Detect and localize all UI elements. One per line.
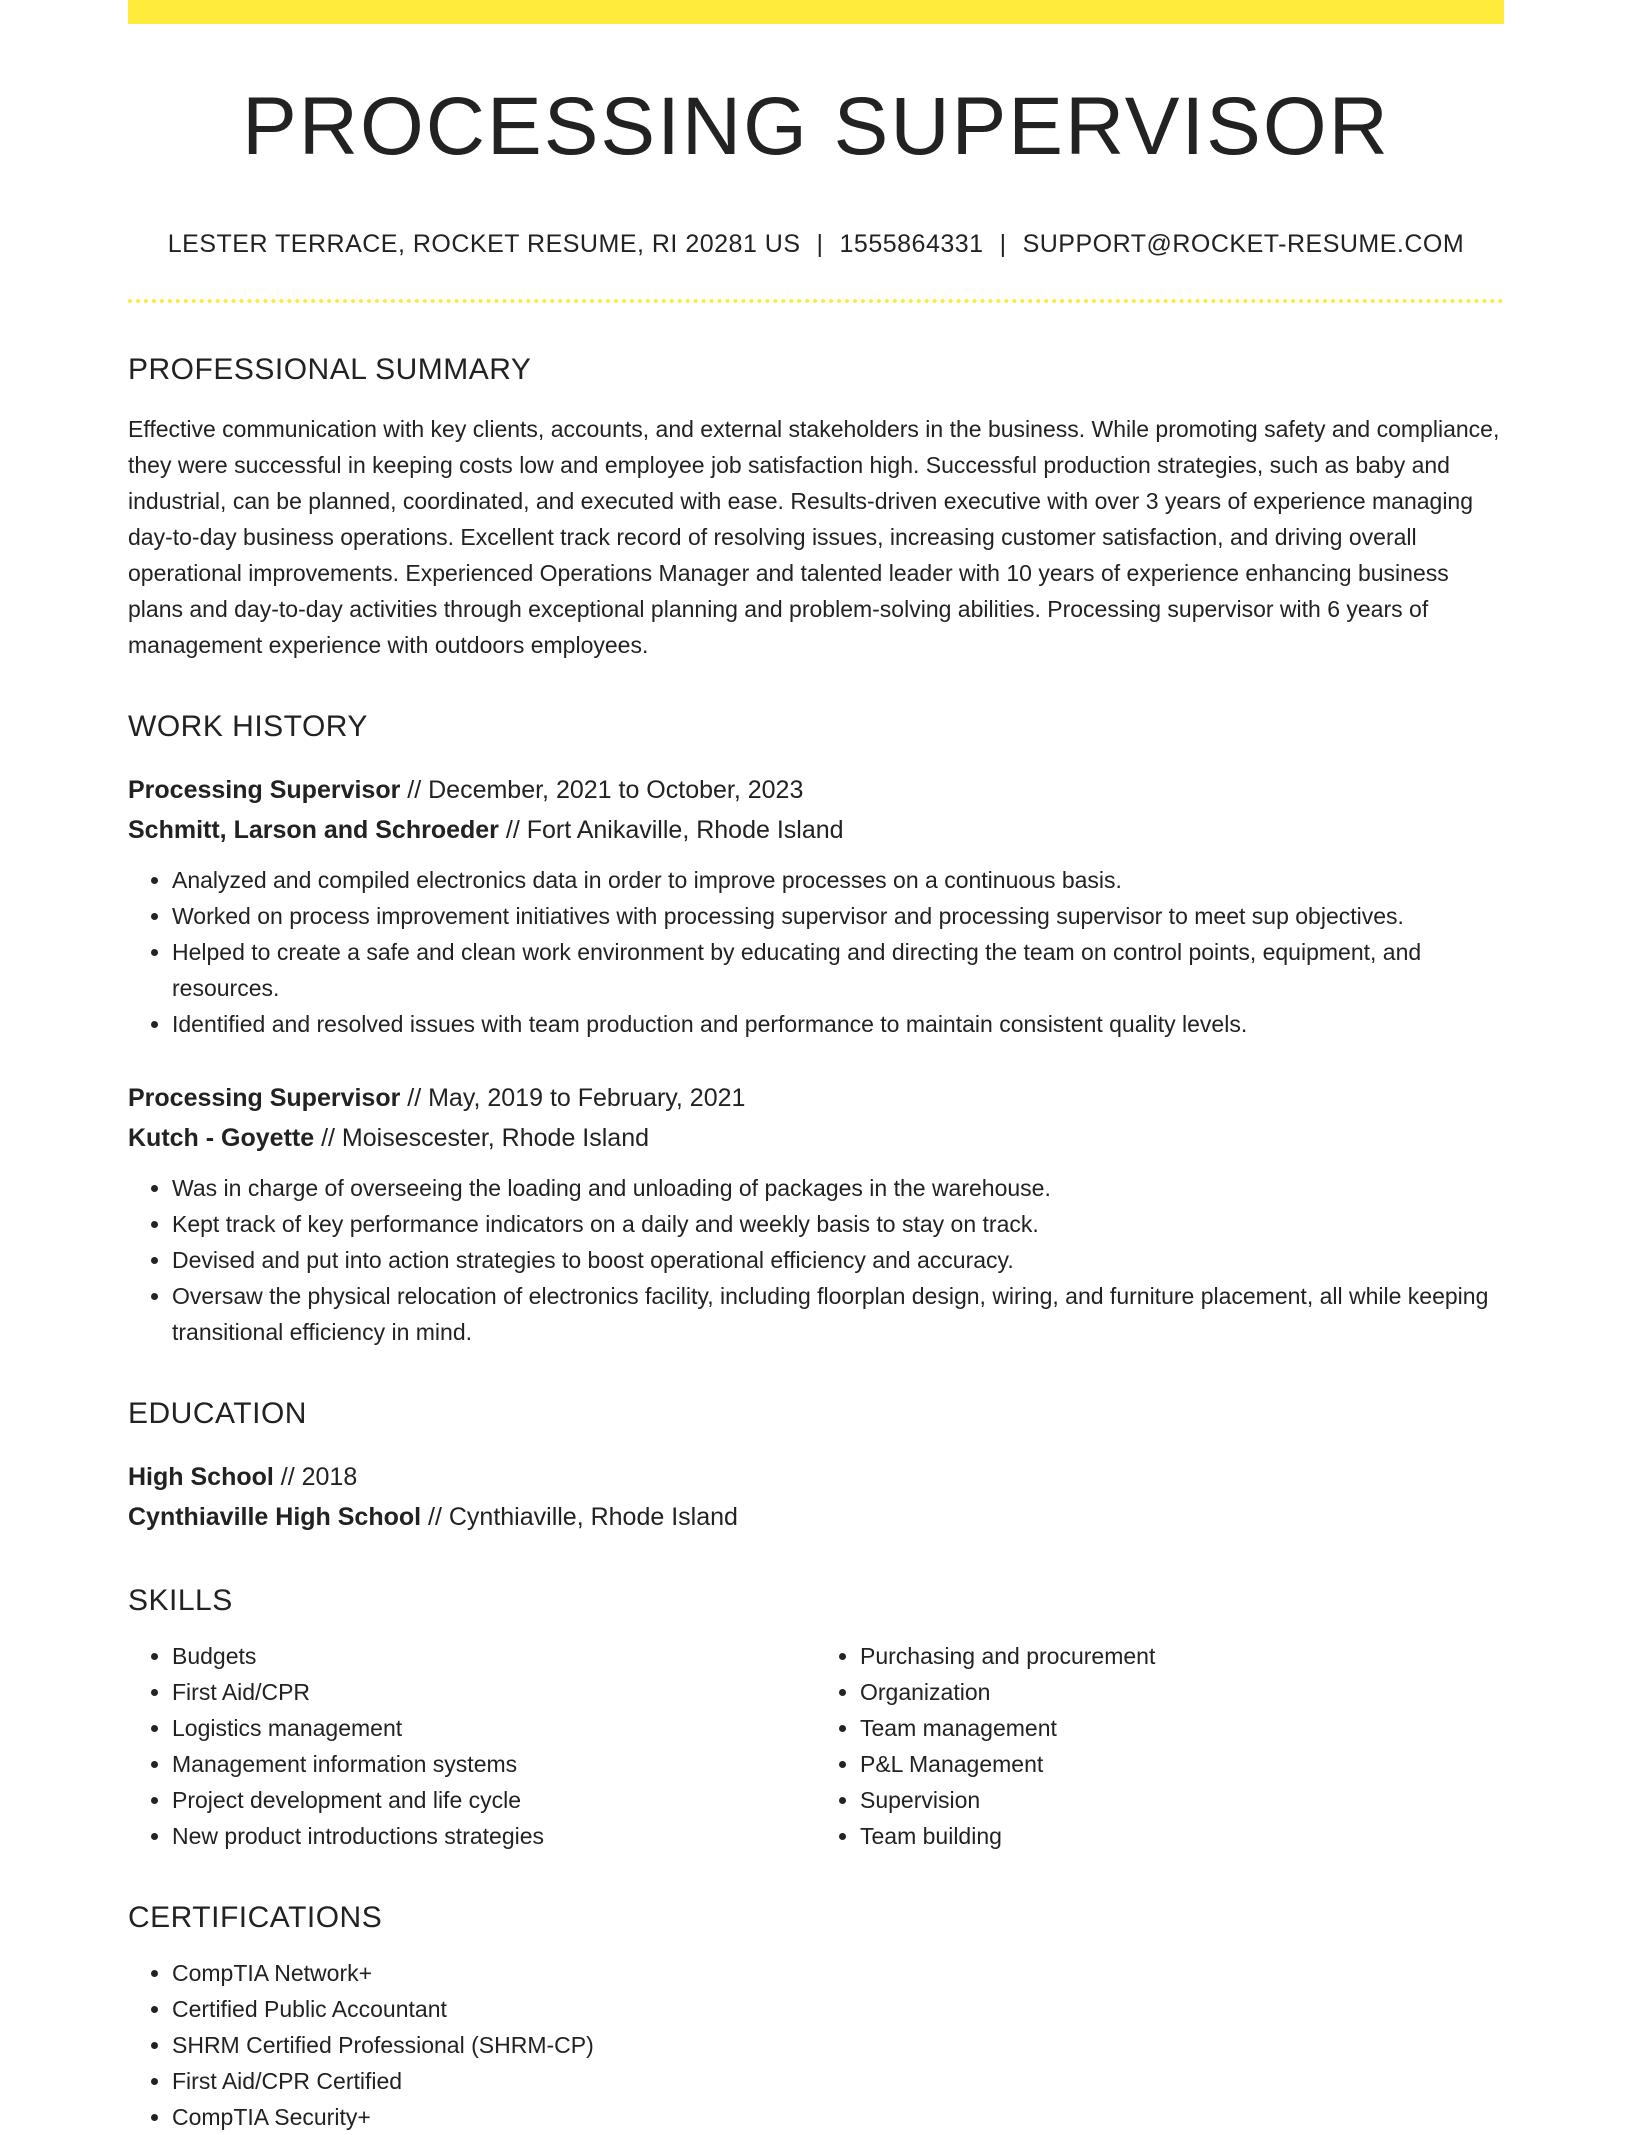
job-dates: // December, 2021 to October, 2023 xyxy=(400,776,804,805)
work-history-heading: WORK HISTORY xyxy=(128,710,368,744)
certification-item: • CompTIA Network+ xyxy=(172,1955,1504,1991)
skill-item: • First Aid/CPR xyxy=(172,1674,816,1710)
skills-list-left xyxy=(128,1638,816,1854)
skill-item: • Logistics management xyxy=(172,1710,816,1746)
job-bullet: • Identified and resolved issues with team production and performance to maintain consistent quality levels. xyxy=(172,1006,1504,1042)
job-location: // Fort Anikaville, Rhode Island xyxy=(498,816,844,845)
job-bullet: • Kept track of key performance indicators on a daily and weekly basis to stay on track. xyxy=(172,1206,1504,1242)
job-dates: // May, 2019 to February, 2021 xyxy=(400,1084,746,1113)
skill-item: • Team building xyxy=(860,1818,1504,1854)
education-section xyxy=(128,1397,1504,1537)
contact-phone: 1555864331 xyxy=(839,230,984,259)
education-degree-line xyxy=(128,1457,1504,1497)
job-bullet: • Analyzed and compiled electronics data in order to improve processes on a continuous basis. xyxy=(172,862,1504,898)
skill-item: • Project development and life cycle xyxy=(172,1782,816,1818)
skill-item: • Organization xyxy=(860,1674,1504,1710)
job-bullets xyxy=(128,862,1504,1042)
work-history-section xyxy=(128,710,1504,1350)
job-entry xyxy=(128,770,1504,1042)
certifications-section xyxy=(128,1901,1504,2135)
certification-item: • First Aid/CPR Certified xyxy=(172,2063,1504,2099)
certifications-heading: CERTIFICATIONS xyxy=(128,1901,383,1935)
job-company-line xyxy=(128,810,1504,850)
education-year: // 2018 xyxy=(273,1463,358,1492)
skill-item: • Purchasing and procurement xyxy=(860,1638,1504,1674)
contact-line xyxy=(128,230,1504,259)
resume-page xyxy=(128,0,1504,2135)
summary-text: Effective communication with key clients, accounts, and external stakeholders in the business. While promoting safety and compliance, they were successful in keeping costs low and employee job satisfaction high. Successful production strategies, such as baby and industrial, can be planned, coordinated, and executed with ease. Results-driven executive with over 3 years of experience managing day-to-day business operations. Excellent track record of resolving issues, increasing customer satisfaction, and driving overall operational improvements. Experienced Operations Manager and talented leader with 10 years of experience enhancing business plans and day-to-day activities through exceptional planning and problem-solving abilities. Processing supervisor with 6 years of management experience with outdoors employees. xyxy=(128,416,1500,659)
job-bullets xyxy=(128,1170,1504,1350)
job-bullet: • Helped to create a safe and clean work environment by educating and directing the team on control points, equipment, and resources. xyxy=(172,934,1504,1006)
education-entry xyxy=(128,1457,1504,1537)
resume-title: PROCESSING SUPERVISOR xyxy=(242,81,1390,172)
job-bullet: • Devised and put into action strategies to boost operational efficiency and accuracy. xyxy=(172,1242,1504,1278)
job-company: Kutch - Goyette xyxy=(128,1124,315,1153)
job-bullet: • Was in charge of overseeing the loading and unloading of packages in the warehouse. xyxy=(172,1170,1504,1206)
job-title: Processing Supervisor xyxy=(128,1084,401,1113)
skill-item: • New product introductions strategies xyxy=(172,1818,816,1854)
skill-item: • Team management xyxy=(860,1710,1504,1746)
skill-item: • Budgets xyxy=(172,1638,816,1674)
skills-section xyxy=(128,1584,1504,1854)
job-title-line xyxy=(128,770,1504,810)
certification-item: • Certified Public Accountant xyxy=(172,1991,1504,2027)
dotted-divider xyxy=(128,299,1504,303)
job-company: Schmitt, Larson and Schroeder xyxy=(128,816,499,845)
job-company-line xyxy=(128,1118,1504,1158)
contact-address: LESTER TERRACE, ROCKET RESUME, RI 20281 US xyxy=(167,230,801,259)
certification-item: • CompTIA Security+ xyxy=(172,2099,1504,2135)
skills-columns xyxy=(128,1638,1504,1854)
education-school-line xyxy=(128,1497,1504,1537)
job-bullet: • Worked on process improvement initiatives with processing supervisor and processing supervisor to meet sup objectives. xyxy=(172,898,1504,934)
contact-separator: | xyxy=(999,230,1007,259)
job-title-line xyxy=(128,1078,1504,1118)
education-school: Cynthiaville High School xyxy=(128,1503,422,1532)
job-location: // Moisescester, Rhode Island xyxy=(314,1124,650,1153)
job-title: Processing Supervisor xyxy=(128,776,401,805)
skills-heading: SKILLS xyxy=(128,1584,233,1618)
skills-list-right xyxy=(816,1638,1504,1854)
summary-section xyxy=(128,353,1504,663)
skill-item: • Management information systems xyxy=(172,1746,816,1782)
certification-item: • SHRM Certified Professional (SHRM-CP) xyxy=(172,2027,1504,2063)
accent-top-bar xyxy=(128,0,1504,24)
certifications-list xyxy=(128,1955,1504,2135)
skill-item: • Supervision xyxy=(860,1782,1504,1818)
job-entry xyxy=(128,1078,1504,1350)
education-heading: EDUCATION xyxy=(128,1397,307,1431)
contact-email: SUPPORT@ROCKET-RESUME.COM xyxy=(1022,230,1465,259)
job-bullet: • Oversaw the physical relocation of electronics facility, including floorplan design, wiring, and furniture placement, all while keeping transitional efficiency in mind. xyxy=(172,1278,1504,1350)
education-degree: High School xyxy=(128,1463,274,1492)
education-location: // Cynthiaville, Rhode Island xyxy=(421,1503,738,1532)
contact-separator: | xyxy=(816,230,824,259)
summary-heading: PROFESSIONAL SUMMARY xyxy=(128,353,532,387)
skill-item: • P&L Management xyxy=(860,1746,1504,1782)
